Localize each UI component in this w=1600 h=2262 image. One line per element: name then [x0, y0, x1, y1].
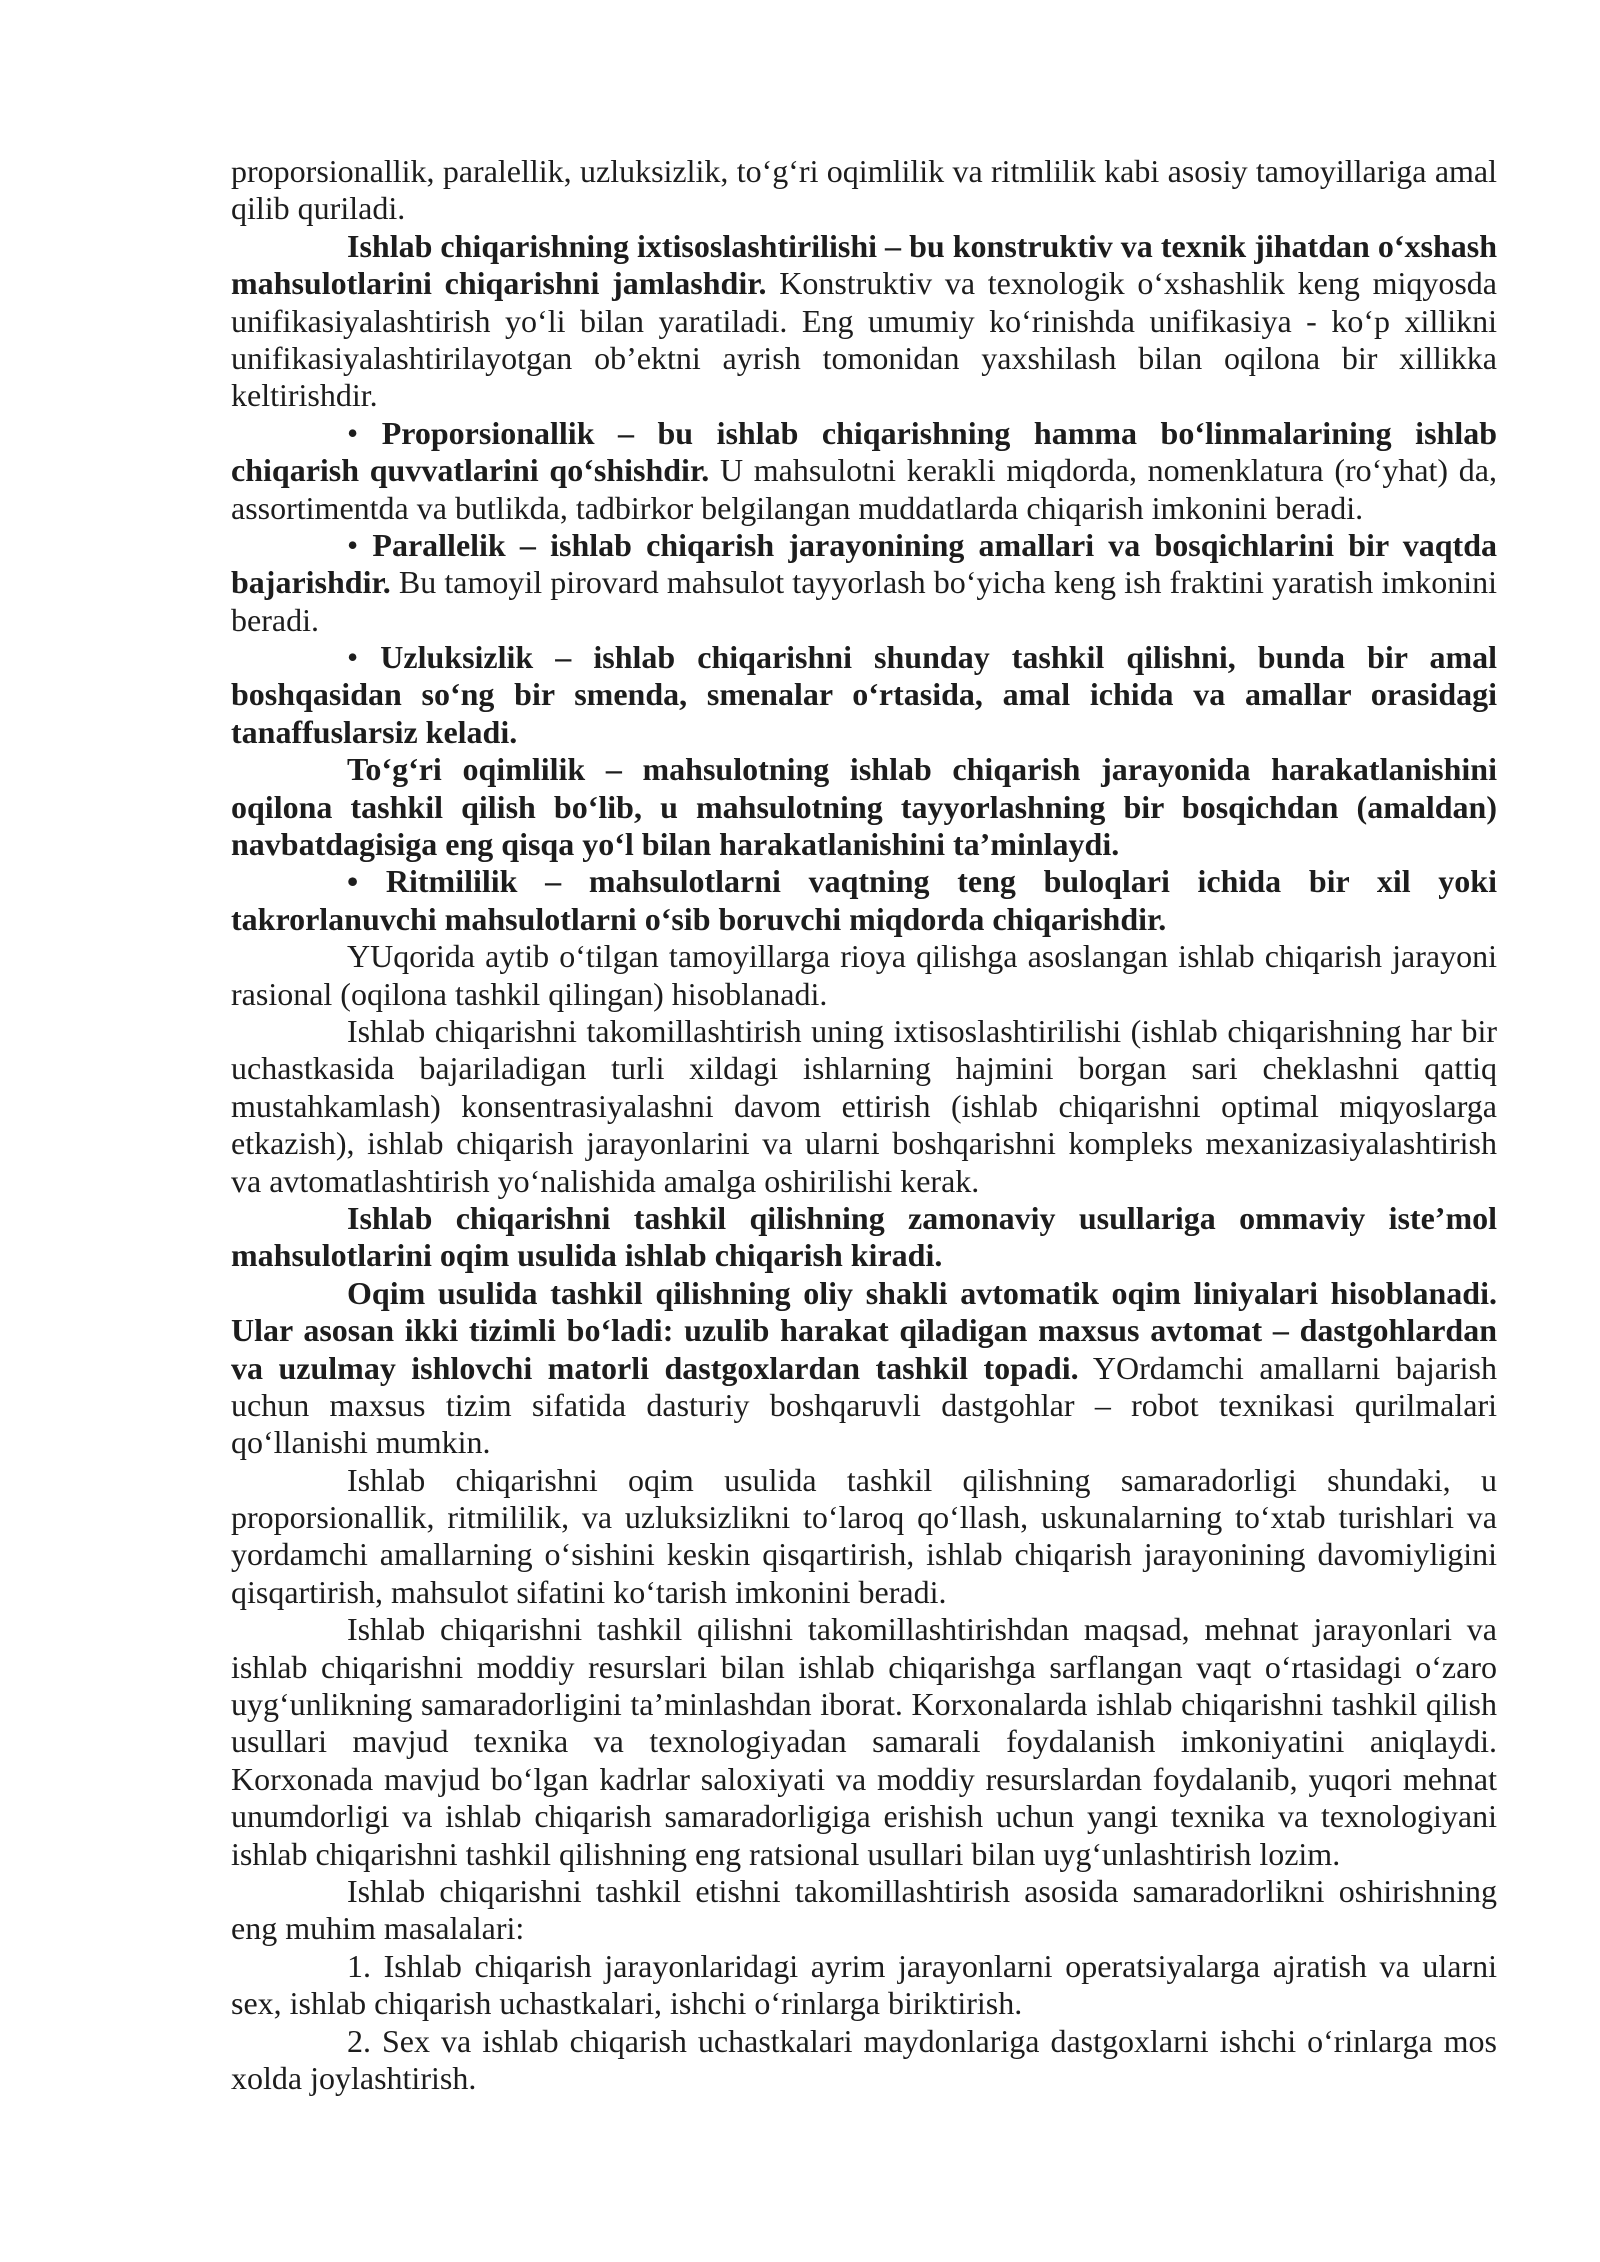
text-line [231, 1462, 1497, 1499]
line-text [347, 1873, 1497, 1910]
text-line [231, 1499, 1497, 1536]
text-line [231, 1798, 1497, 1835]
paragraph [231, 2023, 1497, 2098]
text-line [231, 676, 1497, 713]
text-line [231, 1350, 1497, 1387]
line-text [347, 1611, 1497, 1648]
line-text [231, 340, 1497, 377]
line-text [347, 228, 1497, 265]
paragraph [231, 863, 1497, 938]
text-run: mustahkamlash) konsentrasiyalashni davom ettirish (ishlab chiqarishni optimal miqyoslarga [231, 1087, 1497, 1124]
text-line [231, 863, 1497, 900]
bold-text-run: Ishlab chiqarishni tashkil qilishning zamonaviy usullariga ommaviy iste’mol [347, 1199, 1497, 1236]
text-line [231, 153, 1497, 190]
paragraph [231, 1611, 1497, 1873]
text-run: 2. Sex va ishlab chiqarish uchastkalari maydonlariga dastgoxlarni ishchi o‘rinlarga mos [347, 2022, 1497, 2059]
paragraph [231, 1013, 1497, 1200]
line-text [231, 1237, 942, 1274]
line-text [231, 2060, 476, 2097]
text-line [231, 901, 1497, 938]
text-run: uyg‘unlikning samaradorligini ta’minlashdan iborat. Korxonalarda ishlab chiqarishni tashkil qilish [231, 1686, 1497, 1723]
line-text [231, 602, 319, 639]
text-run: • [347, 639, 381, 676]
text-run: Konstruktiv va texnologik o‘xshashlik keng miqyosda [766, 265, 1498, 302]
paragraph [231, 1948, 1497, 2023]
line-text [231, 490, 1363, 527]
text-line [231, 228, 1497, 265]
text-run: xolda joylashtirish. [231, 2059, 477, 2096]
text-run: rasional (oqilona tashkil qilingan) hisoblanadi. [231, 975, 828, 1012]
paragraph [231, 938, 1497, 1013]
line-text [231, 1125, 1497, 1162]
text-line [231, 1686, 1497, 1723]
text-run: qo‘llanishi mumkin. [231, 1424, 491, 1461]
text-line [231, 564, 1497, 601]
text-run: 1. Ishlab chiqarish jarayonlaridagi ayrim jarayonlarni operatsiyalarga ajratish va ularni [347, 1947, 1497, 1984]
line-text [231, 1050, 1497, 1087]
text-line [231, 527, 1497, 564]
line-text [231, 190, 405, 227]
line-text [231, 1798, 1497, 1835]
text-line [231, 826, 1497, 863]
line-text [231, 564, 1497, 601]
bold-text-run: takrorlanuvchi mahsulotlarni o‘sib boruvchi miqdorda chiqarishdir. [231, 900, 1167, 937]
line-text [231, 1350, 1497, 1387]
text-line [231, 1910, 1497, 1947]
bold-text-run: Ular asosan ikki tizimli bo‘ladi: uzulib harakat qiladigan maxsus avtomat – dastgohlardan [231, 1312, 1497, 1349]
text-line [231, 938, 1497, 975]
text-run: Bu tamoyil pirovard mahsulot tayyorlash bo‘yicha keng ish fraktini yaratish imkonini [390, 564, 1497, 601]
text-run: proporsionallik, paralellik, uzluksizlik, to‘g‘ri oqimlilik va ritmlilik kabi asosiy tamoyillariga amal [231, 153, 1497, 189]
line-text [231, 1163, 979, 1200]
line-text [347, 527, 1497, 564]
line-text [231, 377, 378, 414]
paragraph [231, 415, 1497, 527]
text-line [231, 602, 1497, 639]
line-text [231, 1499, 1497, 1536]
text-line [231, 1387, 1497, 1424]
line-text [347, 415, 1497, 452]
paragraph [231, 751, 1497, 863]
line-text [347, 1013, 1497, 1050]
bold-text-run: Uzluksizlik – ishlab chiqarishni shunday tashkil qilishni, bunda bir amal [380, 639, 1498, 676]
bold-text-run: Proporsionallik – bu ishlab chiqarishning hamma bo‘linmalarining ishlab [381, 414, 1498, 451]
text-line [231, 452, 1497, 489]
text-run: yordamchi amallarning o‘sishini keskin qisqartirish, ishlab chiqarish jarayonining davomiyligini [231, 1536, 1497, 1573]
bold-text-run: Ishlab chiqarishning ixtisoslashtirilishi – bu konstruktiv va texnik jihatdan o‘xshash [347, 227, 1497, 264]
paragraph [231, 1462, 1497, 1612]
text-line [231, 1125, 1497, 1162]
line-text [347, 1275, 1497, 1312]
text-run: YOrdamchi amallarni bajarish [1078, 1349, 1497, 1386]
bold-text-run: Parallelik – ishlab chiqarish jarayonining amallari va bosqichlarini bir vaqtda [372, 526, 1498, 563]
bold-text-run: mahsulotlarini chiqarishni jamlashdir. [231, 265, 767, 302]
bold-text-run: tanaffuslarsiz keladi. [231, 713, 518, 750]
paragraph [231, 228, 1497, 415]
text-run: qisqartirish, mahsulot sifatini ko‘tarish imkonini beradi. [231, 1573, 947, 1610]
paragraph [231, 1200, 1497, 1275]
text-run: unifikasiyalashtirish yo‘li bilan yaratiladi. Eng umumiy ko‘rinishda unifikasiya - ko‘p xillikni [231, 302, 1497, 339]
text-run: ishlab chiqarishni moddiy resurslari bilan ishlab chiqarishga sarflangan vaqt o‘rtasidagi o‘zaro [231, 1648, 1497, 1685]
line-text [231, 1761, 1497, 1798]
line-text [347, 2023, 1497, 2060]
text-line [231, 1723, 1497, 1760]
text-run: Ishlab chiqarishni oqim usulida tashkil qilishning samaradorligi shundaki, u [347, 1461, 1497, 1498]
line-text [231, 1723, 1497, 1760]
paragraph [231, 1275, 1497, 1462]
text-line [231, 303, 1497, 340]
line-text [231, 676, 1497, 713]
bold-text-run: va uzulmay ishlovchi matorli dastgoxlardan tashkil topadi. [231, 1349, 1079, 1386]
line-text [231, 1424, 491, 1461]
line-text [231, 1574, 946, 1611]
text-line [231, 1312, 1497, 1349]
text-run: • [347, 414, 382, 451]
paragraph [231, 527, 1497, 639]
line-text [231, 1910, 524, 1947]
text-line [231, 377, 1497, 414]
text-line [231, 1088, 1497, 1125]
paragraph [231, 639, 1497, 751]
text-line [231, 1574, 1497, 1611]
bold-text-run: Oqim usulida tashkil qilishning oliy shakli avtomatik oqim liniyalari hisoblanadi. [347, 1274, 1497, 1311]
line-text [231, 1312, 1497, 1349]
text-run: uchastkasida bajariladigan turli xildagi ishlarning hajmini borgan sari cheklashni qattiq [231, 1050, 1497, 1087]
line-text [347, 1200, 1497, 1237]
bold-text-run: boshqasidan so‘ng bir smenda, smenalar o‘rtasida, amal ichida va amallar orasidagi [231, 676, 1497, 713]
text-line [231, 1237, 1497, 1274]
text-line [231, 1200, 1497, 1237]
text-run: uchun maxsus tizim sifatida dasturiy boshqaruvli dastgohlar – robot texnikasi qurilmalari [231, 1386, 1497, 1423]
line-text [231, 1088, 1497, 1125]
line-text [347, 1948, 1497, 1985]
line-text [231, 1649, 1497, 1686]
text-line [231, 976, 1497, 1013]
line-text [231, 901, 1166, 938]
text-run: Ishlab chiqarishni takomillashtirish uning ixtisoslashtirilishi (ishlab chiqarishning har bir [347, 1012, 1497, 1049]
text-line [231, 1611, 1497, 1648]
text-line [231, 490, 1497, 527]
bold-text-run: chiqarish quvvatlarini qo‘shishdir. [231, 452, 710, 489]
text-run: keltirishdir. [231, 377, 378, 414]
text-line [231, 2060, 1497, 2097]
text-run: usullari mavjud texnika va texnologiyadan samarali foydalanish imkoniyatini aniqlaydi. [231, 1723, 1497, 1760]
document-body [231, 153, 1497, 2097]
paragraph [231, 1873, 1497, 1948]
text-line [231, 1948, 1497, 1985]
line-text [231, 303, 1497, 340]
line-text [347, 863, 1497, 900]
text-run: Ishlab chiqarishni tashkil etishni takomillashtirish asosida samaradorlikni oshirishning [347, 1872, 1497, 1909]
text-run: eng muhim masalalari: [231, 1910, 525, 1947]
text-line [231, 1536, 1497, 1573]
text-run: • [347, 526, 373, 563]
text-run: etkazish), ishlab chiqarish jarayonlarini va ularni boshqarishni kompleks mexanizasiyalashtirish [231, 1125, 1497, 1162]
text-run: U mahsulotni kerakli miqdorda, nomenklatura (ro‘yhat) da, [709, 452, 1498, 489]
text-run: unifikasiyalashtirilayotgan ob’ektni ayrish tomonidan yaxshilash bilan oqilona bir xillikka [231, 339, 1497, 376]
line-text [231, 265, 1497, 302]
line-text [347, 639, 1497, 676]
line-text [231, 1387, 1497, 1424]
bold-text-run: mahsulotlarini oqim usulida ishlab chiqarish kiradi. [231, 1237, 943, 1274]
text-run: sex, ishlab chiqarish uchastkalari, ishchi o‘rinlarga biriktirish. [231, 1985, 1023, 2022]
text-run: unumdorligi va ishlab chiqarish samaradorligiga erishish uchun yangi texnika va texnologiyani [231, 1798, 1497, 1835]
text-run: ishlab chiqarishni tashkil qilishning eng ratsional usullari bilan uyg‘unlashtirish lozim. [231, 1835, 1341, 1872]
text-line [231, 265, 1497, 302]
line-text [231, 826, 1119, 863]
text-line [231, 1761, 1497, 1798]
line-text [231, 1686, 1497, 1723]
text-line [231, 190, 1497, 227]
text-run: YUqorida aytib o‘tilgan tamoyillarga rioya qilishga asoslangan ishlab chiqarish jarayoni [347, 938, 1497, 975]
line-text [231, 976, 827, 1013]
text-line [231, 1013, 1497, 1050]
bold-text-run: • Ritmililik – mahsulotlarni vaqtning teng buloqlari ichida bir xil yoki [347, 863, 1497, 900]
text-line [231, 751, 1497, 788]
text-line [231, 1275, 1497, 1312]
text-run: Ishlab chiqarishni tashkil qilishni takomillashtirishdan maqsad, mehnat jarayonlari va [347, 1611, 1497, 1648]
text-run: beradi. [231, 601, 319, 638]
text-run: va avtomatlashtirish yo‘nalishida amalga oshirilishi kerak. [231, 1162, 980, 1199]
text-line [231, 415, 1497, 452]
bold-text-run: To‘g‘ri oqimlilik – mahsulotning ishlab chiqarish jarayonida harakatlanishini [347, 751, 1497, 788]
text-line [231, 340, 1497, 377]
text-line [231, 1836, 1497, 1873]
line-text [231, 714, 517, 751]
text-line [231, 639, 1497, 676]
line-text [231, 789, 1497, 826]
text-line [231, 714, 1497, 751]
text-run: assortimentda va butlikda, tadbirkor belgilangan muddatlarda chiqarish imkonini beradi. [231, 489, 1364, 526]
line-text [231, 452, 1497, 489]
bold-text-run: oqilona tashkil qilish bo‘lib, u mahsulotning tayyorlashning bir bosqichdan (amaldan) [231, 788, 1497, 825]
text-line [231, 2023, 1497, 2060]
text-line [231, 1424, 1497, 1461]
paragraph [231, 153, 1497, 228]
line-text [231, 153, 1497, 190]
line-text [231, 1836, 1340, 1873]
line-text [347, 1462, 1497, 1499]
bold-text-run: bajarishdir. [231, 564, 391, 601]
text-line [231, 1050, 1497, 1087]
line-text [347, 938, 1497, 975]
text-line [231, 789, 1497, 826]
line-text [347, 751, 1497, 788]
text-run: proporsionallik, ritmililik, va uzluksizlikni to‘laroq qo‘llash, uskunalarning to‘xtab turishlari va [231, 1499, 1497, 1536]
text-line [231, 1873, 1497, 1910]
bold-text-run: navbatdagisiga eng qisqa yo‘l bilan harakatlanishini ta’minlaydi. [231, 826, 1120, 863]
text-run: Korxonada mavjud bo‘lgan kadrlar saloxiyati va moddiy resurslardan foydalanib, yuqori mehnat [231, 1760, 1497, 1797]
line-text [231, 1985, 1022, 2022]
text-line [231, 1985, 1497, 2022]
text-line [231, 1163, 1497, 1200]
text-line [231, 1649, 1497, 1686]
line-text [231, 1536, 1497, 1573]
text-run: qilib quriladi. [231, 190, 406, 227]
